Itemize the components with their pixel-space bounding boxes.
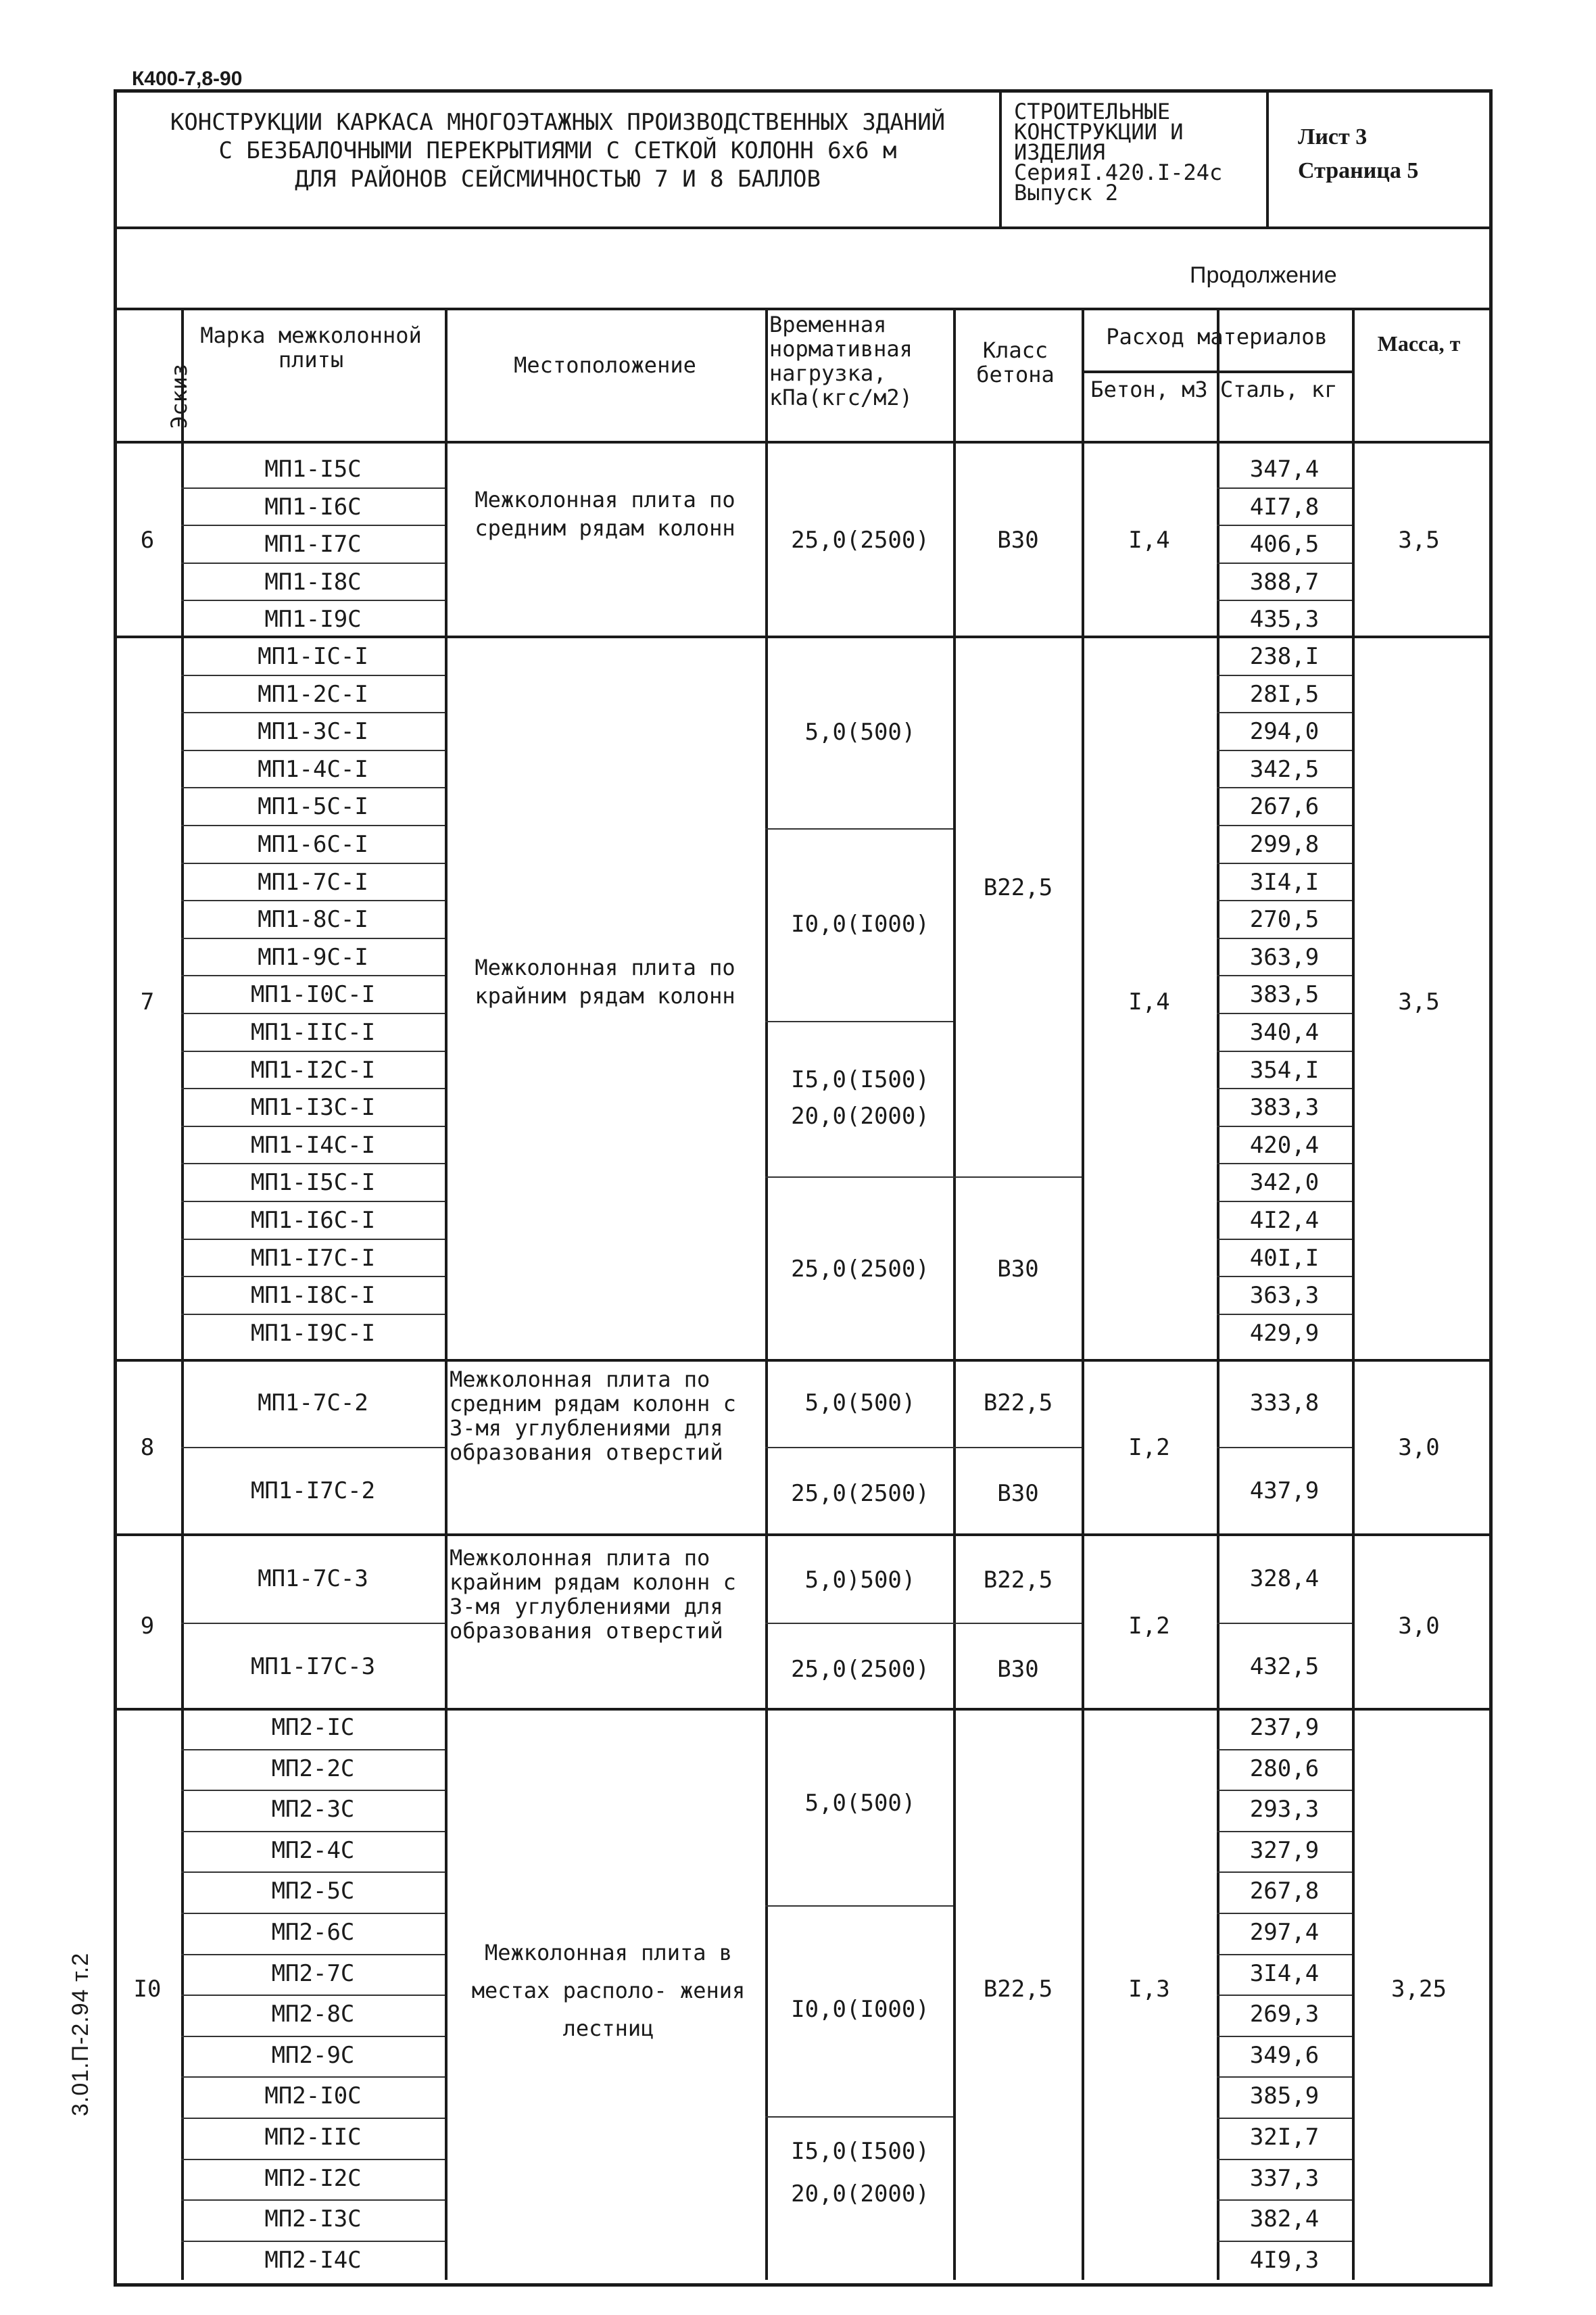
row-steel: 383,5 <box>1249 981 1320 1009</box>
col-header-sketch: Эскиз <box>166 363 192 429</box>
row-mark: МП1-I8С <box>264 568 362 596</box>
row-line <box>1217 1201 1352 1202</box>
row-steel: 383,3 <box>1249 1094 1320 1122</box>
row-line <box>1217 1831 1352 1832</box>
row-line <box>1217 1239 1352 1240</box>
row-line <box>181 1447 445 1448</box>
row-line <box>1217 2118 1352 2119</box>
row-line <box>1217 1995 1352 1996</box>
col-header-mass: Масса, т <box>1377 331 1461 356</box>
row-mark: МП2-I3С <box>264 2205 362 2233</box>
row-steel: 267,8 <box>1249 1878 1320 1905</box>
load-block-line <box>765 1021 953 1022</box>
group-line <box>114 636 1489 638</box>
series-line: Выпуск 2 <box>1014 180 1119 206</box>
row-steel: 363,3 <box>1249 1282 1320 1310</box>
group-line <box>114 1533 1489 1536</box>
row-mark: МП1-I3С-I <box>250 1094 376 1122</box>
col-header-materials: Расход материалов <box>1106 324 1328 350</box>
row-mark: МП2-4С <box>271 1836 355 1864</box>
concrete-volume: I,2 <box>1128 1434 1170 1461</box>
row-line <box>181 900 445 901</box>
concrete-class: В22,5 <box>983 1976 1053 2003</box>
row-mark: МП2-IС <box>271 1714 355 1741</box>
row-steel: 32I,7 <box>1249 2124 1320 2151</box>
row-line <box>1217 712 1352 713</box>
row-steel: 432,5 <box>1249 1653 1320 1680</box>
load-value: 25,0(2500) <box>791 1656 929 1683</box>
title-line: С БЕЗБАЛОЧНЫМИ ПЕРЕКРЫТИЯМИ С СЕТКОЙ КОЛОНН 6х6 м <box>218 137 897 164</box>
row-mark: МП1-I5С <box>264 456 362 483</box>
row-steel: 429,9 <box>1249 1319 1320 1347</box>
row-steel: 3I4,4 <box>1249 1959 1320 1987</box>
concrete-volume: I,3 <box>1128 1976 1170 2003</box>
row-line <box>181 1749 445 1750</box>
row-line <box>1217 2241 1352 2242</box>
row-line <box>181 487 445 489</box>
row-line <box>181 975 445 976</box>
row-line <box>1217 1276 1352 1277</box>
row-line <box>181 1201 445 1202</box>
row-steel: 342,5 <box>1249 755 1320 783</box>
col-header-mark: Марка межколонной плиты <box>200 323 422 373</box>
col-header-concrete: Бетон, м3 <box>1090 377 1208 402</box>
row-mark: МП1-I6С-I <box>250 1207 376 1234</box>
mass-value: 3,0 <box>1398 1434 1440 1461</box>
row-mark: МП2-7С <box>271 1959 355 1987</box>
header-vdiv-1 <box>999 89 1002 226</box>
row-line <box>1217 600 1352 601</box>
row-line <box>765 1447 1082 1448</box>
row-line <box>181 1163 445 1164</box>
row-line <box>181 1995 445 1996</box>
row-mark: МП1-7С-I <box>258 868 368 896</box>
row-line <box>181 2241 445 2242</box>
series-line: СерияI.420.I-24с <box>1014 160 1223 185</box>
row-mark: МП2-2С <box>271 1755 355 1782</box>
row-mark: МП1-I9С <box>264 606 362 633</box>
mass-value: 3,0 <box>1398 1613 1440 1640</box>
sketch-number: 7 <box>140 988 155 1016</box>
row-line <box>1217 2159 1352 2160</box>
load-value: 25,0(2500) <box>791 1480 929 1507</box>
row-steel: 299,8 <box>1249 831 1320 858</box>
row-steel: 340,4 <box>1249 1019 1320 1046</box>
mass-value: 3,25 <box>1391 1976 1447 2003</box>
row-mark: МП1-7С-3 <box>258 1565 368 1592</box>
row-steel: 270,5 <box>1249 906 1320 934</box>
row-mark: МП2-9С <box>271 2041 355 2069</box>
row-mark: МП1-I5С-I <box>250 1169 376 1197</box>
row-line <box>1217 1088 1352 1089</box>
row-mark: МП2-6С <box>271 1919 355 1946</box>
sheet-number: Лист 3 <box>1298 124 1368 149</box>
series-line: КОНСТРУКЦИИ И <box>1014 119 1184 145</box>
row-line <box>181 1954 445 1955</box>
title-line: ДЛЯ РАЙОНОВ СЕЙСМИЧНОСТЬЮ 7 И 8 БАЛЛОВ <box>295 166 821 193</box>
row-line <box>181 1013 445 1014</box>
load-value: 5,0(500) <box>804 719 916 746</box>
load-value: 5,0)500) <box>804 1567 916 1594</box>
row-steel: 342,0 <box>1249 1169 1320 1197</box>
row-line <box>181 2036 445 2037</box>
load-value: 20,0(2000) <box>791 1103 929 1130</box>
title-line: КОНСТРУКЦИИ КАРКАСА МНОГОЭТАЖНЫХ ПРОИЗВОДСТВЕННЫХ ЗДАНИЙ <box>170 109 946 136</box>
row-mark: МП1-3С-I <box>258 718 368 746</box>
row-steel: 294,0 <box>1249 718 1320 746</box>
row-steel: 337,3 <box>1249 2164 1320 2192</box>
row-line <box>181 863 445 864</box>
table-top-line <box>114 308 1489 310</box>
row-steel: 237,9 <box>1249 1714 1320 1741</box>
row-line <box>1217 1913 1352 1914</box>
row-line <box>181 2076 445 2078</box>
row-steel: 4I9,3 <box>1249 2246 1320 2274</box>
row-line <box>1217 938 1352 939</box>
row-line <box>1217 1954 1352 1955</box>
row-mark: МП1-I7С-2 <box>250 1477 376 1504</box>
column-line <box>765 308 768 2280</box>
continuation-label: Продолжение <box>1190 262 1337 288</box>
row-mark: МП1-I7С <box>264 531 362 558</box>
row-steel: 267,6 <box>1249 793 1320 821</box>
row-line <box>181 1831 445 1832</box>
row-steel: 40I,I <box>1249 1244 1320 1272</box>
row-steel: 388,7 <box>1249 568 1320 596</box>
row-line <box>1217 487 1352 489</box>
row-line <box>181 787 445 788</box>
row-line <box>1217 2076 1352 2078</box>
row-mark: МП1-I6С <box>264 493 362 521</box>
col-header-load: Временная нормативная нагрузка, кПа(кгс/м2) <box>769 312 913 410</box>
row-mark: МП1-6С-I <box>258 831 368 858</box>
series-line: СТРОИТЕЛЬНЫЕ <box>1014 99 1171 124</box>
row-line <box>181 1871 445 1873</box>
row-mark: МП1-I7С-3 <box>250 1653 376 1680</box>
header-vdiv-2 <box>1266 89 1269 226</box>
row-steel: 437,9 <box>1249 1477 1320 1504</box>
sketch-number: 8 <box>140 1434 155 1461</box>
table-header-line <box>114 441 1489 444</box>
row-line <box>181 1913 445 1914</box>
row-line <box>181 2159 445 2160</box>
row-line <box>1217 1871 1352 1873</box>
concrete-class: В22,5 <box>983 874 1053 901</box>
row-line <box>181 1051 445 1052</box>
row-line <box>1217 825 1352 826</box>
row-mark: МП1-4С-I <box>258 755 368 783</box>
row-mark: МП1-7С-2 <box>258 1389 368 1416</box>
row-mark: МП1-I2С-I <box>250 1056 376 1084</box>
row-line <box>181 712 445 713</box>
group-line <box>114 1359 1489 1362</box>
row-steel: 293,3 <box>1249 1796 1320 1823</box>
row-mark: МП1-IIС-I <box>250 1019 376 1046</box>
load-value: 25,0(2500) <box>791 527 929 554</box>
row-steel: 382,4 <box>1249 2205 1320 2233</box>
location-text: Межколонная плита по средним рядам колонн <box>475 487 735 541</box>
row-line <box>1217 1126 1352 1127</box>
row-steel: 269,3 <box>1249 2001 1320 2028</box>
row-line <box>1217 750 1352 751</box>
concrete-class: В30 <box>997 1256 1039 1283</box>
row-steel: 349,6 <box>1249 2041 1320 2069</box>
row-steel: 238,I <box>1249 643 1320 670</box>
row-mark: МП1-8С-I <box>258 906 368 934</box>
row-line <box>181 563 445 564</box>
row-line <box>1217 675 1352 676</box>
row-steel: 435,3 <box>1249 606 1320 633</box>
concrete-class: В30 <box>997 527 1039 554</box>
row-mark: МП2-I0С <box>264 2082 362 2110</box>
load-block-line <box>765 1905 953 1907</box>
row-steel: 4I2,4 <box>1249 1207 1320 1234</box>
location-text: Межколонная плита по средним рядам колонн с 3-мя углублениями для образования отверстий <box>450 1366 736 1465</box>
row-mark: МП1-5С-I <box>258 793 368 821</box>
header-divider <box>114 226 1489 229</box>
row-mark: МП2-5С <box>271 1878 355 1905</box>
mass-value: 3,5 <box>1398 527 1440 554</box>
row-line <box>181 1088 445 1089</box>
location-text: Межколонная плита в местах располо- жения лестниц <box>471 1940 746 2041</box>
location-text: Межколонная плита по крайним рядам колонн с 3-мя углублениями для образования отверстий <box>450 1545 736 1644</box>
row-line <box>1217 2199 1352 2201</box>
row-mark: МП1-IС-I <box>258 643 368 670</box>
location-text: Межколонная плита по крайним рядам колонн <box>475 955 735 1009</box>
series-line: ИЗДЕЛИЯ <box>1014 139 1105 165</box>
row-line <box>1217 525 1352 526</box>
row-mark: МП2-I4С <box>264 2246 362 2274</box>
row-line <box>1217 1749 1352 1750</box>
row-line <box>765 1623 1082 1624</box>
group-line <box>114 1708 1489 1711</box>
row-line <box>1217 787 1352 788</box>
load-block-line <box>765 2116 953 2118</box>
row-line <box>1217 1623 1352 1624</box>
row-mark: МП2-IIС <box>264 2124 362 2151</box>
row-steel: 28I,5 <box>1249 680 1320 708</box>
load-block-line <box>765 828 953 830</box>
load-value: 5,0(500) <box>804 1790 916 1817</box>
load-value: I5,0(I500) <box>791 1066 929 1093</box>
row-steel: 347,4 <box>1249 456 1320 483</box>
row-line <box>1217 1013 1352 1014</box>
load-value: 5,0(500) <box>804 1389 916 1416</box>
row-steel: 406,5 <box>1249 531 1320 558</box>
row-line <box>1217 975 1352 976</box>
row-line <box>1217 1051 1352 1052</box>
row-steel: 280,6 <box>1249 1755 1320 1782</box>
load-value: I0,0(I000) <box>791 911 929 938</box>
concrete-volume: I,2 <box>1128 1613 1170 1640</box>
row-line <box>181 750 445 751</box>
row-mark: МП2-I2С <box>264 2164 362 2192</box>
row-steel: 328,4 <box>1249 1565 1320 1592</box>
row-steel: 333,8 <box>1249 1389 1320 1416</box>
side-code: 3.01.П-2.94 т.2 <box>68 1952 93 2116</box>
mass-value: 3,5 <box>1398 988 1440 1016</box>
col-header-steel: Сталь, кг <box>1220 377 1338 402</box>
row-line <box>181 525 445 526</box>
load-value: 25,0(2500) <box>791 1256 929 1283</box>
series-info <box>1014 99 1257 206</box>
row-line <box>1217 1163 1352 1164</box>
class-block-line <box>953 1176 1082 1178</box>
row-line <box>1217 900 1352 901</box>
concrete-volume: I,4 <box>1128 988 1170 1016</box>
sketch-number: I0 <box>133 1976 162 2003</box>
load-value: 20,0(2000) <box>791 2180 929 2207</box>
concrete-volume: I,4 <box>1128 527 1170 554</box>
row-line <box>1217 1447 1352 1448</box>
load-block-line <box>765 1176 953 1178</box>
row-line <box>1217 863 1352 864</box>
row-line <box>181 1790 445 1791</box>
concrete-class: В30 <box>997 1480 1039 1507</box>
row-mark: МП1-I9С-I <box>250 1319 376 1347</box>
document-title <box>132 108 984 193</box>
row-line <box>1217 2036 1352 2037</box>
row-mark: МП1-I7С-I <box>250 1244 376 1272</box>
row-steel: 4I7,8 <box>1249 493 1320 521</box>
row-line <box>181 1623 445 1624</box>
row-line <box>181 1314 445 1315</box>
concrete-class: В22,5 <box>983 1567 1053 1594</box>
col-header-location: Местоположение <box>514 352 696 378</box>
row-mark: МП1-I8С-I <box>250 1282 376 1310</box>
row-steel: 420,4 <box>1249 1131 1320 1159</box>
col-header-concrete-class: Класс бетона <box>976 337 1055 387</box>
row-steel: 385,9 <box>1249 2082 1320 2110</box>
row-mark: МП1-I4С-I <box>250 1131 376 1159</box>
row-line <box>181 825 445 826</box>
row-line <box>1217 1314 1352 1315</box>
row-line <box>1217 1790 1352 1791</box>
sheet-info <box>1298 120 1418 188</box>
document-code: К400-7,8-90 <box>132 68 243 90</box>
sketch-number: 6 <box>140 527 155 554</box>
row-steel: 297,4 <box>1249 1919 1320 1946</box>
row-line <box>181 2199 445 2201</box>
row-mark: МП1-9С-I <box>258 943 368 971</box>
row-line <box>181 2118 445 2119</box>
row-line <box>1217 563 1352 564</box>
row-steel: 354,I <box>1249 1056 1320 1084</box>
row-line <box>181 1276 445 1277</box>
concrete-class: В30 <box>997 1656 1039 1683</box>
sketch-number: 9 <box>140 1613 155 1640</box>
row-mark: МП2-3С <box>271 1796 355 1823</box>
row-mark: МП1-2С-I <box>258 680 368 708</box>
row-steel: 327,9 <box>1249 1836 1320 1864</box>
page-number: Страница 5 <box>1298 158 1419 183</box>
row-line <box>181 938 445 939</box>
row-line <box>181 1126 445 1127</box>
row-mark: МП1-I0С-I <box>250 981 376 1009</box>
row-line <box>181 675 445 676</box>
load-value: I5,0(I500) <box>791 2138 929 2165</box>
row-steel: 3I4,I <box>1249 868 1320 896</box>
row-steel: 363,9 <box>1249 943 1320 971</box>
concrete-class: В22,5 <box>983 1389 1053 1416</box>
load-value: I0,0(I000) <box>791 1996 929 2023</box>
row-mark: МП2-8С <box>271 2001 355 2028</box>
row-line <box>181 1239 445 1240</box>
column-line <box>445 308 448 2280</box>
row-line <box>181 600 445 601</box>
